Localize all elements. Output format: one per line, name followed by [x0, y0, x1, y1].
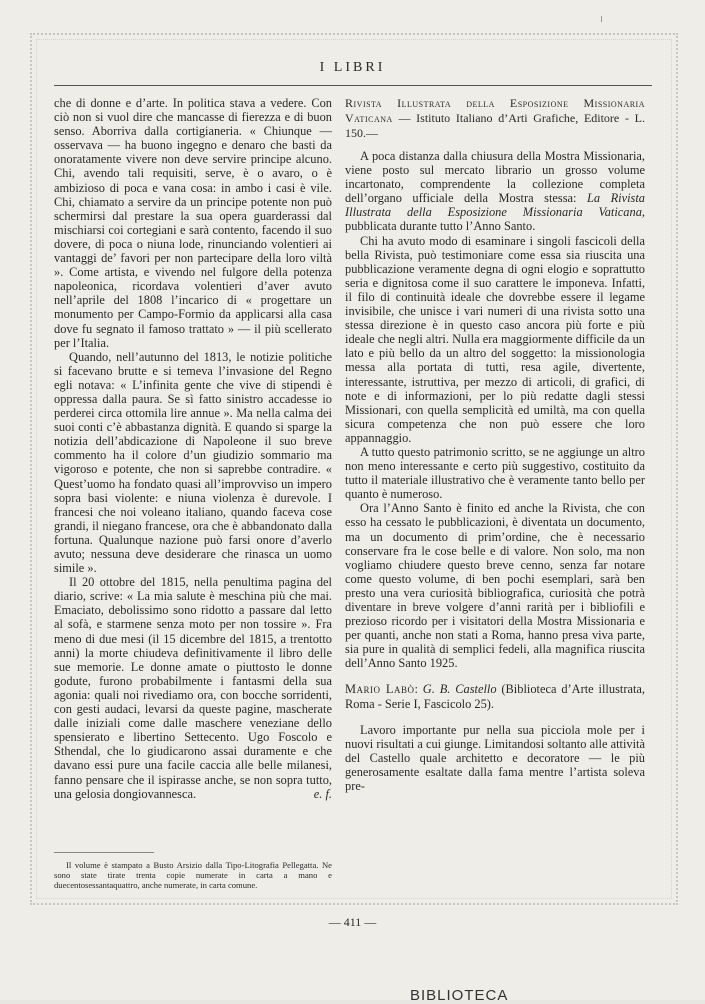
paragraph-text: A poca distanza dalla chiusura della Mostra Missionaria, viene posto sul mercato librario un grosso volume incartonato, comprendente la collezione completa dell’organo ufficiale della Mostra stessa: [345, 149, 645, 206]
review-title: Rivista Illustrata della Esposizione Missionaria Vaticana [345, 96, 645, 125]
paragraph: che di donne e d’arte. In politica stava a vedere. Con ciò non si vuol dire che mancasse di fierezza e di buon senso. Aborriva dalla cortigianeria. « Chiunque — osservava — ha buono ingegno e denaro che basti da onoratamente vivere non deve servire principe alcuno. Chi, avendo tali requisiti, serve, è o avaro, o è ambizioso di poca e vana cosa: in ambo i casi è vile. Chi, chiamato a servire da un principe potente non può schermirsi dal prestare la sua opera guarderassi dal mischiarsi coi cortegiani e sarà contento, facendo il suo dovere, di poca o niuna lode, rinunciando volentieri ai vantaggi de’ favori per non partecipare della loro viltà ». Come artista, e vivendo nel fulgore della potenza napoleonica, ricordava volentieri d’aver avuto nell’aprile del 1808 l’incarico di « progettare un monumento per Campo-Formio da applicarsi alla casa dove fu segnato il famoso trattato » — il più scellerato per l’Italia. [54, 96, 332, 350]
right-column [345, 96, 645, 793]
review-heading [345, 96, 645, 141]
review-title-2: G. B. Castello [422, 682, 497, 697]
paragraph-text: pubblicata durante tutto l’Anno Santo. [345, 219, 536, 234]
left-column [54, 96, 332, 801]
separator: : [414, 682, 423, 697]
paragraph: Chi ha avuto modo di esaminare i singoli fascicoli della bella Rivista, può testimoniare come essa sia riuscita una pubblicazione veramente degna di ogni elogio e soprattutto seria e dignitosa come il suo carattere le imponeva. Infatti, il filo di continuità ideale che dovrebbe essere il legame invisibile, che unisce i vari numeri di una rivista sotto una stessa direzione è in questo caso ancora più forte e più ideale che negli altri. Nulla era maggiormente difficile da un lato e più bello da un altro del soggetto: la missionologia messa alla portata di tutti, resa agile, divertente, interessante, istruttiva, per mezzo di articoli, di grafici, di note e di informazioni, per lo più redatte dagli stessi Missionari, con quella semplicità ed umiltà, ma con quella sicura competenza che non può essere che loro appannaggio. [345, 233, 645, 445]
review-author: Mario Labò [345, 682, 415, 697]
author-signature: e. f. [313, 786, 332, 801]
paragraph [345, 149, 645, 234]
edge-mark [601, 16, 602, 22]
paragraph [54, 575, 332, 801]
footnote [54, 860, 332, 890]
page-number: — 411 — [328, 915, 377, 929]
paragraph-text: Il 20 ottobre del 1815, nella penultima pagina del diario, scrive: « La mia salute è meschina più che mai. Emaciato, debolissimo sono ridotto a passare dal letto al sofà, e starmene senza moto per non tossire ». Fra meno di due mesi (il 15 dicembre del 1815, a trentotto anni) la morte chiudeva definitivamente il libro delle sue memorie. Le donne amate o piuttosto le donne godute, furono probabilmente i fantasmi della sua agonia: quali noi rivediamo ora, con bocche sorridenti, con gesti audaci, levarsi da queste pagine, mascherate dalle iniziali come dalle maschere veneziane dello spensierato e libertino Settecento. Ugo Foscolo e Sthendal, che lo giudicarono assai duramente e che davano essi pure una facile caccia alle belle milanesi, fanno pensare che il ispirasse anche, se non sopra tutto, una gelosia dongiovannesca. [54, 575, 332, 801]
footnote-text: Il volume è stampato a Busto Arsizio dalla Tipo-Litografia Pellegatta. Ne sono state tirate trenta copie numerate in carta a mano e duecentosessantaquattro, anche numerate, in carta comune. [54, 860, 332, 890]
running-head: I LIBRI [319, 60, 386, 75]
paragraph: Ora l’Anno Santo è finito ed anche la Rivista, che con esso ha cessato le pubblicazioni, è diventata un documento, ma un documento di prim’ordine, che è necessario conservare fra le cose belle e di valore. Non solo, ma non vogliamo chiudere questo breve cenno, senza far notare come questo volume, di ben pochi esemplari, sarà ben presto una vera curiosità bibliografica, curiosità che potrà diventare in breve volgere d’anni rarità per i bibliofili e prezioso ricordo per i visitatori della Mostra Missionaria e per quanti, anche non stati a Roma, hanno presa viva parte, sia pure in qualità di semplici fedeli, alla magnifica riuscita dell’Anno Santo 1925. [345, 501, 645, 671]
paragraph: Quando, nell’autunno del 1813, le notizie politiche si facevano brutte e si temeva l’invasione del Regno egli notava: « L’infinita gente che vive di stipendi è oppressa dalla paura. Se sì fatto sinistro accadesse io perderei circa ottomila lire annue ». Ma nella calma dei suoi conti c’è abbastanza dignità. E quando si sparge la notizia dell’abdicazione di Napoleone il suo breve commento ha il colore d’un giudizio sommario ma vigoroso e potente, che non si saprebbe contradire. « Quest’uomo ha fondato quasi all’improvviso un impero sopra basi violente: e niuna violenza è durevole. I francesi che noi voleano italiano, quando faceva cose grandi, il niegano francese, ora che è abbandonato dalla fortuna. Qualunque nazione può farsi onore d’averlo avuto; nessuna deve desiderare che rinasca un uomo simile ». [54, 349, 332, 576]
paragraph: Lavoro importante pur nella sua picciola mole per i nuovi risultati a cui giunge. Limitandosi soltanto alle attività del Castello quale architetto e decoratore — le più generosamente esaltate dalla fama mentre l’artista soleva pre- [345, 722, 645, 794]
library-stamp: BIBLIOTECA [410, 987, 509, 1004]
italic-title: La Rivista Illustrata della Esposizione Missionaria Vaticana, [345, 191, 645, 220]
review-heading-2 [345, 682, 645, 710]
review-series: (Biblioteca d’Arte illustrata, Roma - Serie I, Fascicolo 25). [345, 682, 645, 711]
header-rule [54, 85, 652, 86]
footnote-rule [54, 852, 154, 853]
review-publisher: — Istituto Italiano d’Arti Grafiche, Editore - L. 150.— [345, 111, 645, 140]
paragraph: A tutto questo patrimonio scritto, se ne aggiunge un altro non meno interessante e certo più suggestivo, costituito da tutto il materiale illustrativo che è veramente tanto bello per quanto è numeroso. [345, 444, 645, 502]
